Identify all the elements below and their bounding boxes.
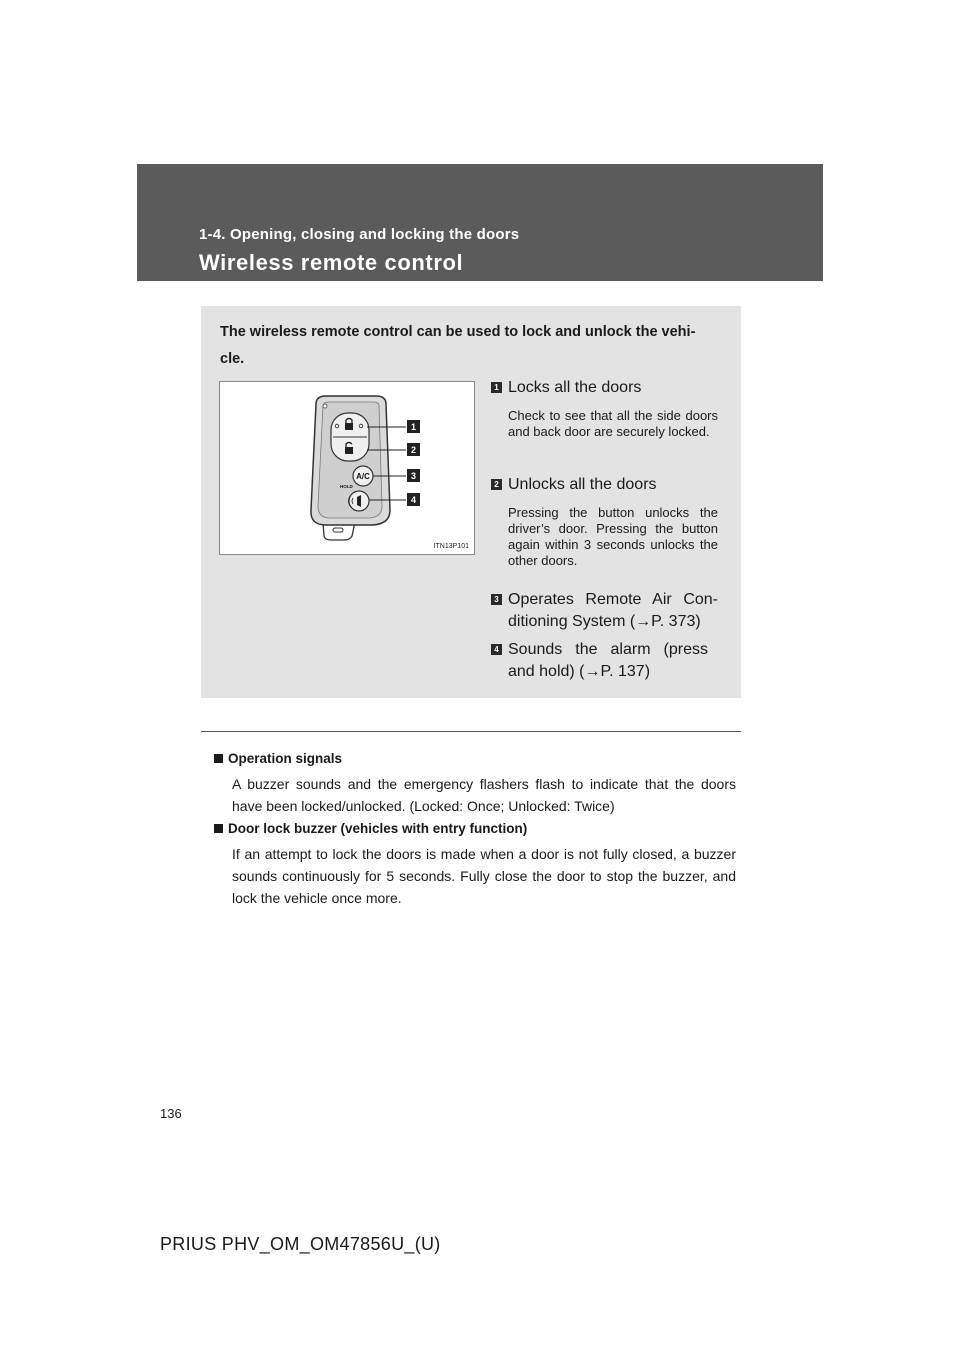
- chapter-header: [137, 164, 823, 281]
- item-note: Check to see that all the side doors and back door are securely locked.: [508, 408, 718, 439]
- bullet-square-icon: [214, 754, 223, 763]
- page-title: Wireless remote control: [199, 250, 464, 275]
- item-number-badge: 4: [491, 644, 502, 655]
- document-code: PRIUS PHV_OM_OM47856U_(U): [160, 1234, 441, 1254]
- hold-label: HOLD: [340, 484, 353, 489]
- svg-text:1: 1: [410, 422, 417, 432]
- item-title: Sounds the alarm (press and hold) (→P. 137): [508, 641, 708, 680]
- wireless-remote-key-icon: [220, 382, 474, 554]
- remote-figure: [219, 381, 475, 555]
- section-heading: Door lock buzzer (vehicles with entry function): [214, 821, 527, 836]
- section-body: If an attempt to lock the doors is made when a door is not fully closed, a buzzer sounds continuously for 5 seconds. Fully close the door to stop the buzzer, and lock the vehicle once more.: [232, 846, 736, 906]
- section-title: 1-4. Opening, closing and locking the doors: [199, 226, 520, 243]
- ac-button-label: A/C: [356, 472, 370, 481]
- item-number-badge: 2: [491, 479, 502, 490]
- figure-code: ITN13P101: [433, 543, 469, 550]
- svg-text:4: 4: [410, 495, 417, 505]
- item-title: Unlocks all the doors: [508, 476, 657, 493]
- intro-text: The wireless remote control can be used to lock and unlock the vehi- cle.: [220, 324, 696, 367]
- item-number-badge: 1: [491, 382, 502, 393]
- section-body: A buzzer sounds and the emergency flashers flash to indicate that the doors have been locked/unlocked. (Locked: Once; Unlocked: Twice): [232, 776, 736, 814]
- bullet-square-icon: [214, 824, 223, 833]
- svg-text:3: 3: [410, 471, 417, 481]
- item-note: Pressing the button unlocks the driver’s door. Pressing the button again within 3 seconds unlocks the other doors.: [508, 505, 718, 568]
- page-number: 136: [160, 1106, 182, 1121]
- section-heading: Operation signals: [214, 751, 342, 766]
- item-title: Operates Remote Air Con- ditioning System (→P. 373): [508, 591, 718, 630]
- item-title: Locks all the doors: [508, 379, 642, 396]
- divider: [201, 731, 741, 732]
- intro-box: [201, 306, 741, 698]
- item-number-badge: 3: [491, 594, 502, 605]
- svg-text:2: 2: [410, 445, 417, 455]
